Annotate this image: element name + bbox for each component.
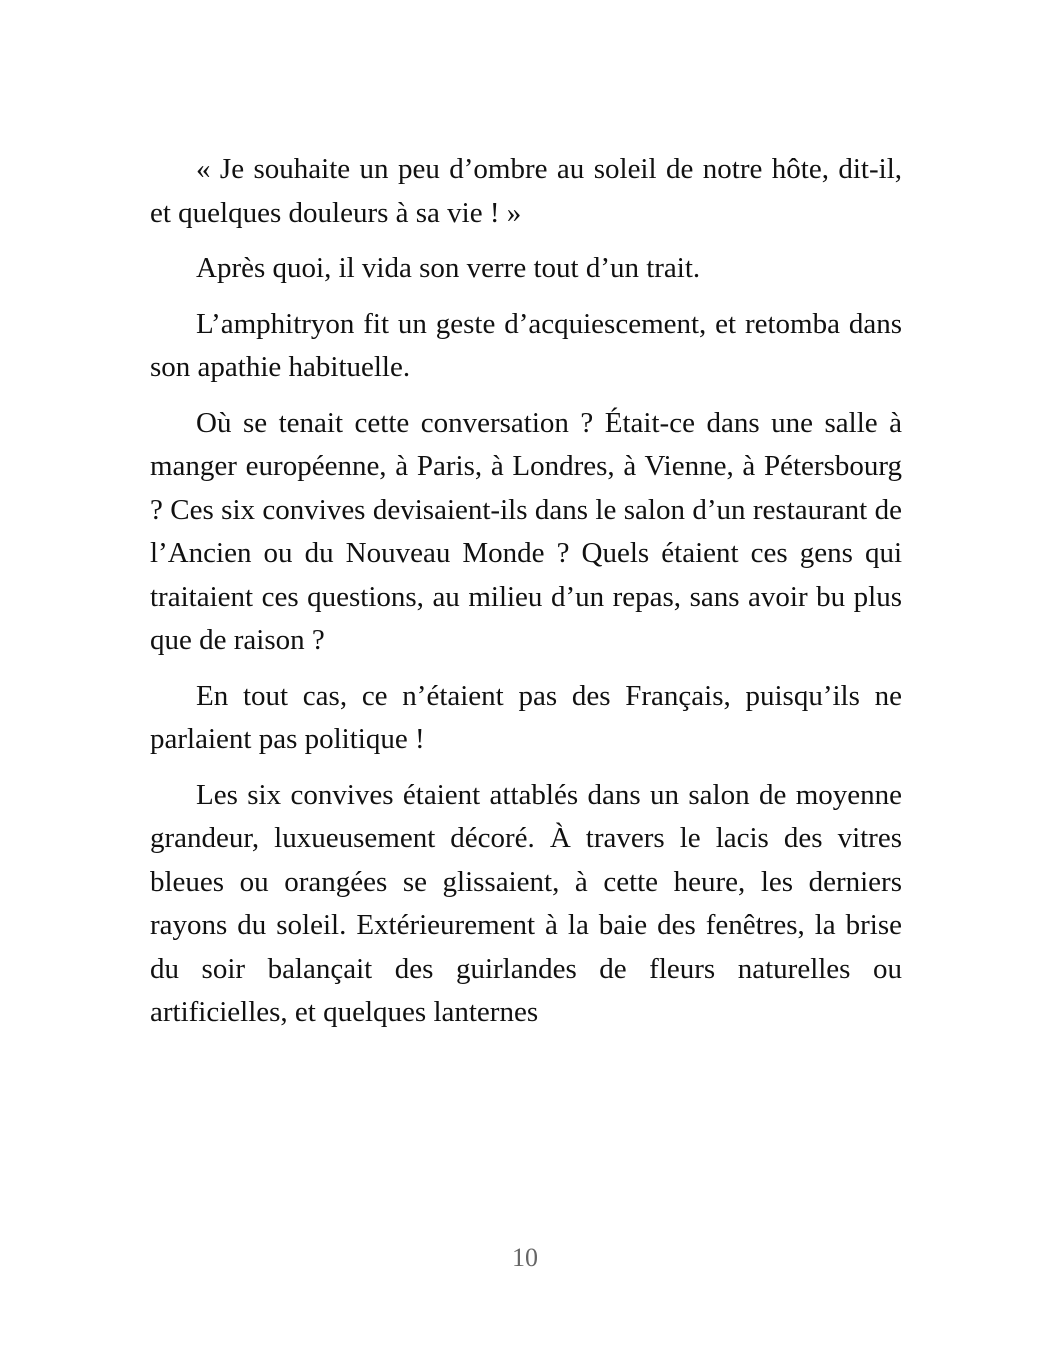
paragraph: En tout cas, ce n’étaient pas des Français, puisqu’ils ne parlaient pas politique ! [150, 679, 902, 755]
paragraph: Les six convives étaient attablés dans un salon de moyenne grandeur, luxueusement décoré. À travers le lacis des vitres bleues ou orangées se glissaient, à cette heure, les derniers rayons du soleil. Extérieurement à la baie des fenêtres, la brise du soir balançait des guirlandes de fleurs naturelles ou artificielles, et quelques lanternes [150, 778, 902, 1028]
paragraph: L’amphitryon fit un geste d’acquiescement, et retomba dans son apathie habituelle. [150, 307, 902, 383]
paragraph-quote: « Je souhaite un peu d’ombre au soleil de notre hôte, dit-il, et quelques douleurs à sa vie ! » [150, 153, 902, 229]
paragraph: Après quoi, il vida son verre tout d’un trait. [196, 252, 701, 284]
paragraph: Où se tenait cette conversation ? Était-ce dans une salle à manger européenne, à Paris, à Londres, à Vienne, à Pétersbourg ? Ces six convives devisaient-ils dans le salon d’un restaurant de l’Ancien ou du Nouveau Monde ? Quels étaient ces gens qui traitaient ces questions, au milieu d’un repas, sans avoir bu plus que de raison ? [150, 406, 902, 656]
page-number: 10 [512, 1243, 538, 1272]
page-text [150, 148, 902, 1047]
